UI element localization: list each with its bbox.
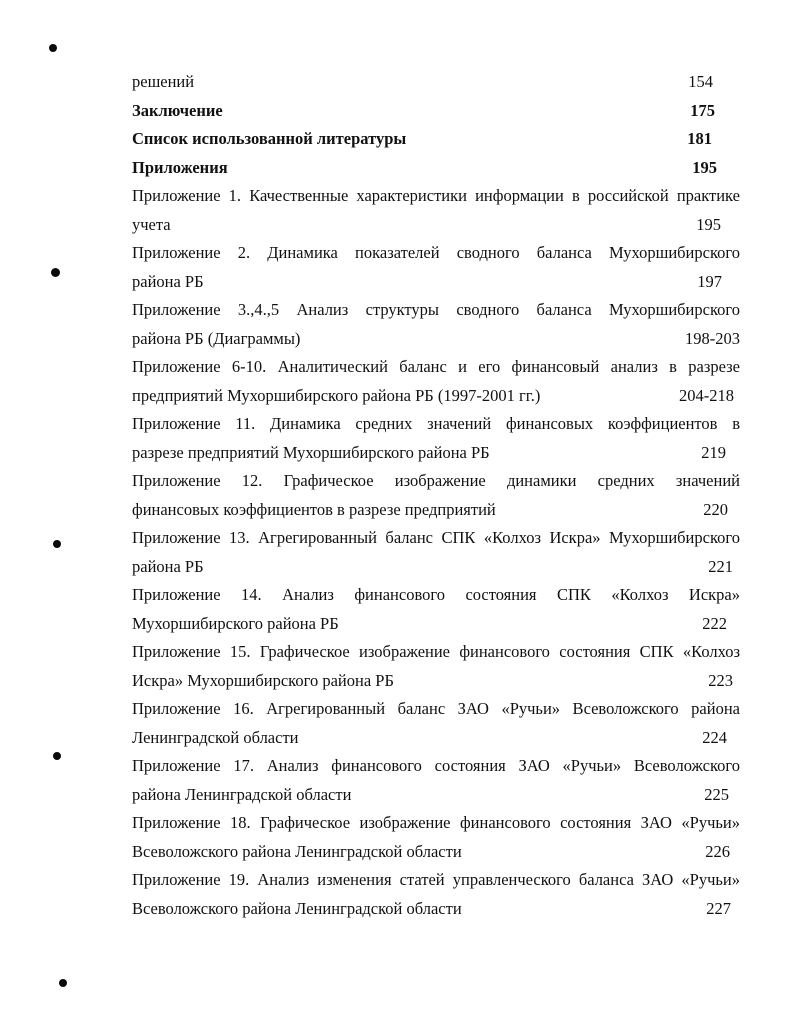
toc-page-number: 225 [704,784,729,804]
toc-line [132,610,740,639]
toc-line [132,382,740,411]
toc-title: Список использованной литературы [132,129,407,148]
toc-title-continuation: Всеволожского района Ленинградской области [132,898,462,918]
toc-title-continuation: разрезе предприятий Мухоршибирского района РБ [132,442,490,462]
toc-title: решений [132,72,195,91]
toc-page-number: 195 [696,214,721,234]
toc-title-continuation: Мухоршибирского района РБ [132,613,339,633]
punch-hole-mark [49,44,57,52]
toc-page-number: 227 [706,898,731,918]
toc-line [132,667,740,696]
toc-line: Приложение 13. Агрегированный баланс СПК «Колхоз Искра» Мухоршибирского [132,528,740,547]
toc-title-continuation: финансовых коэффициентов в разрезе предприятий [132,499,496,519]
toc-page-number: 181 [687,129,712,148]
table-of-contents [132,68,740,923]
toc-page-number: 154 [688,72,713,91]
toc-page-number: 204-218 [679,385,734,405]
toc-page-number: 226 [705,841,730,861]
toc-line: Приложение 18. Графическое изображение финансового состояния ЗАО «Ручьи» [132,813,740,832]
toc-page-number: 220 [703,499,728,519]
toc-line [132,496,740,525]
toc-line: Приложение 19. Анализ изменения статей управленческого баланса ЗАО «Ручьи» [132,870,740,889]
toc-line: Приложение 6-10. Аналитический баланс и его финансовый анализ в разрезе [132,357,740,376]
punch-hole-mark [53,752,61,760]
toc-line: Приложение 15. Графическое изображение финансового состояния СПК «Колхоз [132,642,740,661]
toc-title-continuation: Всеволожского района Ленинградской области [132,841,462,861]
toc-page-number: 198-203 [685,328,740,348]
toc-line: Приложение 11. Динамика средних значений финансовых коэффициентов в [132,414,740,433]
toc-line: Приложение 14. Анализ финансового состояния СПК «Колхоз Искра» [132,585,740,604]
toc-title-continuation: района РБ [132,556,204,576]
toc-line [132,268,740,297]
punch-hole-mark [53,540,61,548]
toc-title-continuation: учета [132,214,171,234]
toc-line [132,439,740,468]
punch-hole-mark [59,979,67,987]
toc-page-number: 195 [692,157,717,177]
toc-line [132,553,740,582]
punch-hole-mark [51,268,60,277]
toc-title: Приложения [132,157,228,177]
toc-line: Приложение 12. Графическое изображение динамики средних значений [132,471,740,490]
toc-title-continuation: района РБ (Диаграммы) [132,328,301,348]
toc-line [132,895,740,924]
toc-line: Приложение 3.,4.,5 Анализ структуры сводного баланса Мухоршибирского [132,300,740,319]
toc-line [132,154,740,183]
toc-line [132,125,740,154]
toc-line [132,211,740,240]
toc-title-continuation: Искра» Мухоршибирского района РБ [132,670,394,690]
toc-line [132,724,740,753]
toc-line: Приложение 17. Анализ финансового состояния ЗАО «Ручьи» Всеволожского [132,756,740,775]
toc-page-number: 197 [697,271,722,291]
toc-line [132,97,740,126]
toc-title-continuation: предприятий Мухоршибирского района РБ (1997-2001 гг.) [132,385,541,405]
toc-page-number: 221 [708,556,733,576]
toc-line: Приложение 2. Динамика показателей сводного баланса Мухоршибирского [132,243,740,262]
toc-line [132,781,740,810]
toc-page-number: 219 [701,442,726,462]
toc-line [132,838,740,867]
toc-line [132,325,740,354]
toc-title-continuation: Ленинградской области [132,727,299,747]
toc-line: Приложение 1. Качественные характеристики информации в российской практике [132,186,740,205]
toc-title-continuation: района Ленинградской области [132,784,352,804]
toc-title-continuation: района РБ [132,271,204,291]
toc-title: Заключение [132,100,223,120]
toc-page-number: 224 [702,727,727,747]
toc-line [132,68,740,97]
toc-page-number: 175 [690,100,715,120]
toc-line: Приложение 16. Агрегированный баланс ЗАО «Ручьи» Всеволожского района [132,699,740,718]
toc-page-number: 223 [708,670,733,690]
toc-page-number: 222 [702,613,727,633]
